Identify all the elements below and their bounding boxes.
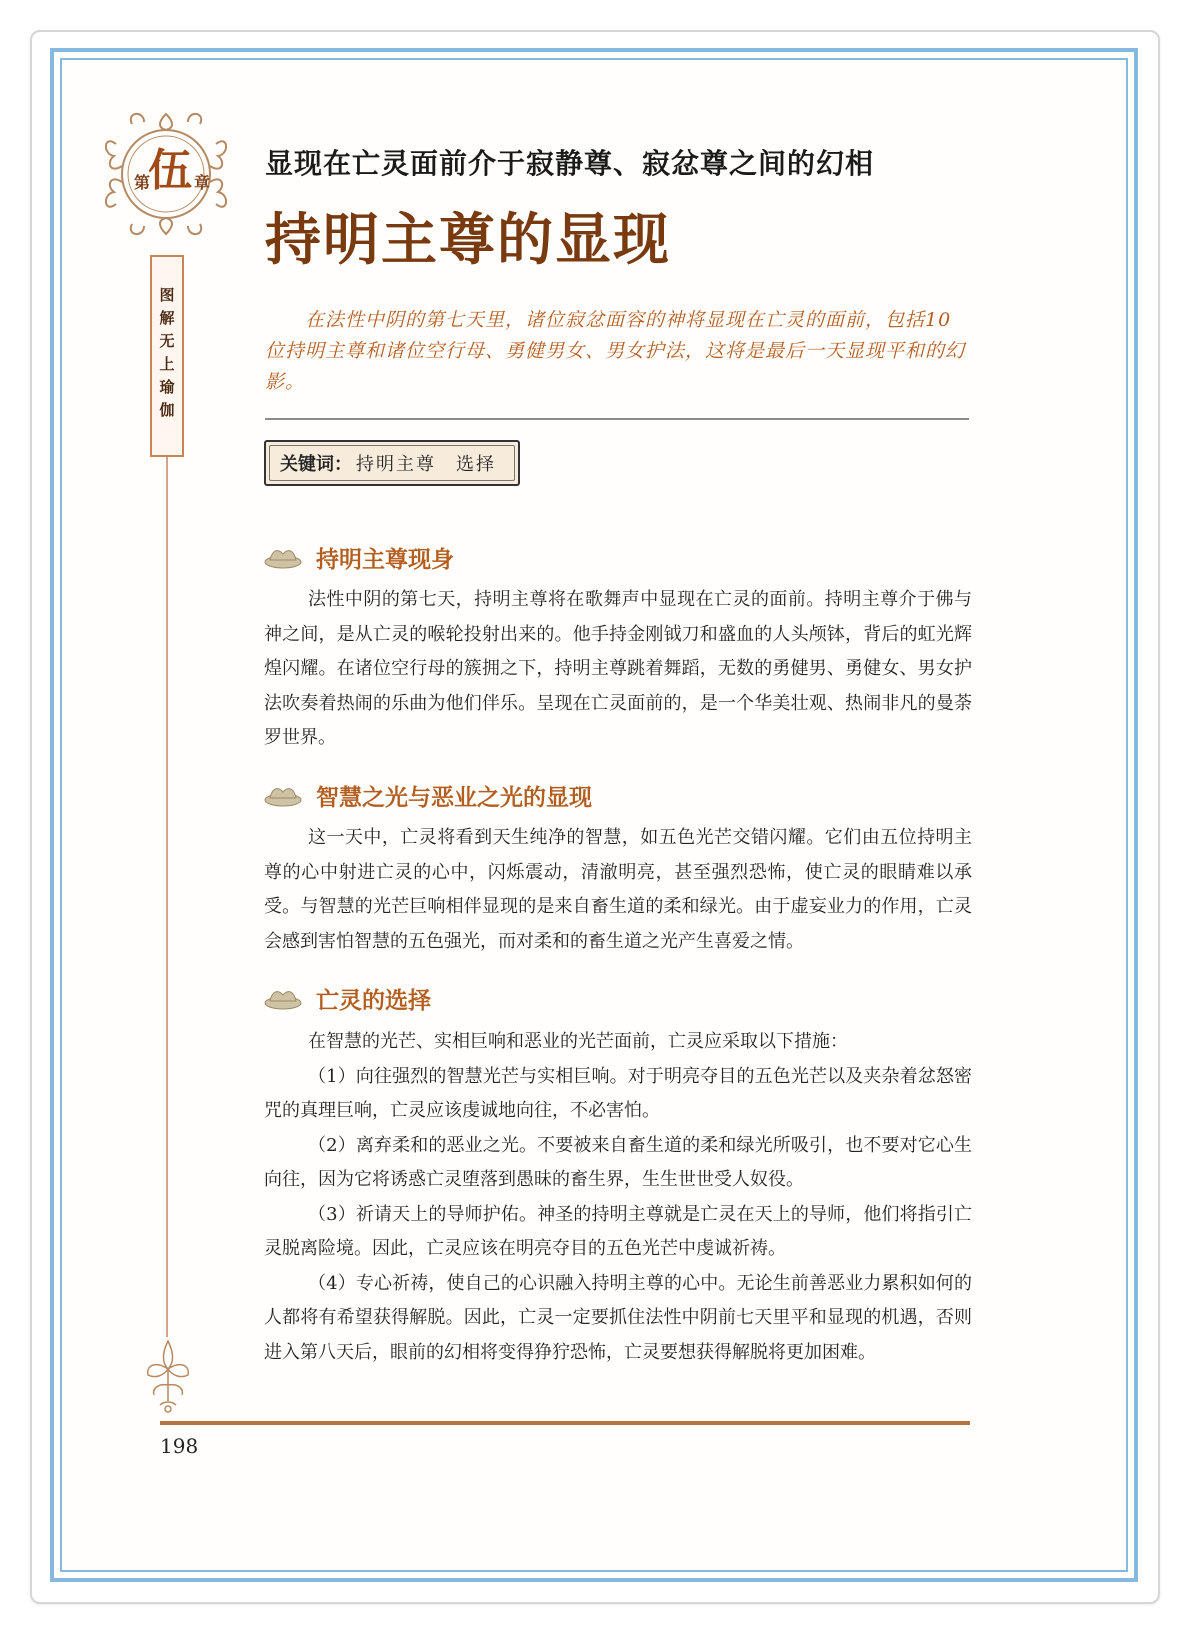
keyword-label: 关键词： bbox=[280, 454, 352, 475]
book-title: 图解无上瑜伽 bbox=[157, 287, 176, 425]
lotus-bullet-icon bbox=[262, 542, 304, 572]
section-heading-3 bbox=[262, 981, 431, 1015]
paragraph: （3）祈请天上的导师护佑。神圣的持明主尊就是亡灵在天上的导师，他们将指引亡灵脱离险境。因此，亡灵应该在明亮夺目的五色光芒中虔诚祈祷。 bbox=[264, 1203, 972, 1259]
paragraph: （4）专心祈祷，使自己的心识融入持明主尊的心中。无论生前善恶业力累积如何的人都将有希望获得解脱。因此，亡灵一定要抓住法性中阴前七天里平和显现的机遇，否则进入第八天后，眼前的幻相将变得狰狞恐怖，亡灵要想获得解脱将更加困难。 bbox=[264, 1272, 972, 1363]
lotus-bullet-icon bbox=[262, 983, 304, 1013]
section-title: 亡灵的选择 bbox=[316, 987, 431, 1014]
lotus-bullet-icon bbox=[262, 780, 304, 810]
chapter-number: 伍 bbox=[148, 145, 192, 196]
lotus-ornament-icon bbox=[140, 1335, 196, 1415]
page-title: 持明主尊的显现 bbox=[265, 207, 671, 273]
page-subtitle: 显现在亡灵面前介于寂静尊、寂忿尊之间的幻相 bbox=[265, 147, 875, 180]
chapter-prefix: 第 bbox=[134, 173, 151, 192]
paragraph: （1）向往强烈的智慧光芒与实相巨响。对于明亮夺目的五色光芒以及夹杂着忿怒密咒的真理巨响，亡灵应该虔诚地向往，不必害怕。 bbox=[264, 1065, 972, 1121]
section-heading-1 bbox=[262, 540, 454, 574]
header-divider bbox=[265, 418, 969, 420]
page-number: 198 bbox=[160, 1434, 199, 1458]
chapter-suffix: 章 bbox=[194, 173, 211, 192]
keyword-box bbox=[264, 440, 520, 486]
paragraph: （2）离弃柔和的恶业之光。不要被来自畜生道的柔和绿光所吸引，也不要对它心生向往，因为它将诱惑亡灵堕落到愚昧的畜生界，生生世世受人奴役。 bbox=[264, 1134, 972, 1190]
section-body-3 bbox=[264, 1025, 972, 1370]
section-body-1 bbox=[264, 583, 972, 756]
keyword-values: 持明主尊 选择 bbox=[356, 454, 496, 475]
book-title-tab bbox=[150, 255, 184, 457]
footer-divider bbox=[160, 1421, 970, 1425]
side-divider-line bbox=[166, 457, 168, 1337]
section-heading-2 bbox=[262, 778, 592, 812]
paragraph: 法性中阴的第七天，持明主尊将在歌舞声中显现在亡灵的面前。持明主尊介于佛与神之间，是从亡灵的喉轮投射出来的。他手持金刚钺刀和盛血的人头颅钵，背后的虹光辉煌闪耀。在诸位空行母的簇拥之下，持明主尊跳着舞蹈，无数的勇健男、勇健女、男女护法吹奏着热闹的乐曲为他们伴乐。呈现在亡灵面前的，是一个华美壮观、热闹非凡的曼荼罗世界。 bbox=[264, 589, 972, 748]
section-title: 持明主尊现身 bbox=[316, 546, 454, 573]
paragraph: 在智慧的光芒、实相巨响和恶业的光芒面前，亡灵应采取以下措施： bbox=[308, 1031, 848, 1052]
paragraph: 这一天中，亡灵将看到天生纯净的智慧，如五色光芒交错闪耀。它们由五位持明主尊的心中射进亡灵的心中，闪烁震动，清澈明亮，甚至强烈恐怖，使亡灵的眼睛难以承受。与智慧的光芒巨响相伴显现的是来自畜生道的柔和绿光。由于虚妄业力的作用，亡灵会感到害怕智慧的五色强光，而对柔和的畜生道之光产生喜爱之情。 bbox=[264, 827, 972, 952]
section-title: 智慧之光与恶业之光的显现 bbox=[316, 784, 592, 811]
intro-paragraph: 在法性中阴的第七天里，诸位寂忿面容的神将显现在亡灵的面前，包括10位持明主尊和诸位空行母、勇健男女、男女护法，这将是最后一天显现平和的幻影。 bbox=[265, 309, 966, 393]
section-body-2 bbox=[264, 821, 972, 959]
